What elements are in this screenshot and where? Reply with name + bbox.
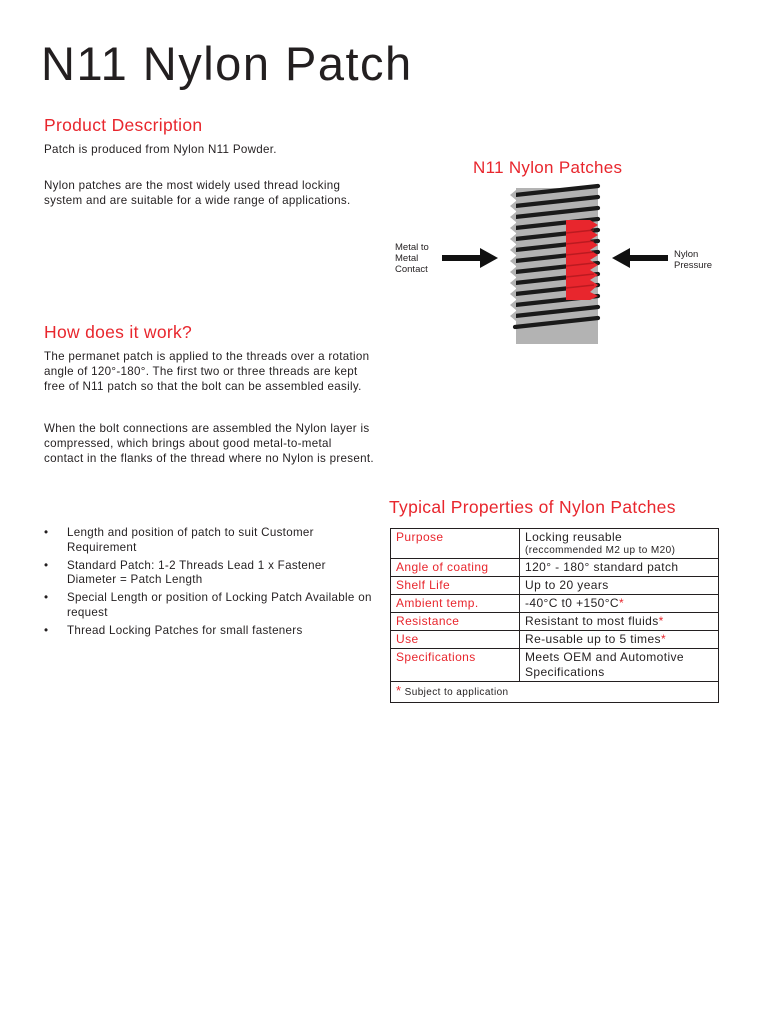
how-it-works-heading: How does it work? <box>44 322 193 342</box>
property-value: Up to 20 years <box>520 577 719 595</box>
product-description-para-2: Nylon patches are the most widely used thread locking system and are suitable for a wide range of applications. <box>44 179 351 207</box>
nylon-pressure-label-line: Pressure <box>674 260 713 271</box>
property-value: 120° - 180° standard patch <box>520 559 719 577</box>
asterisk-marker: * <box>618 596 625 610</box>
product-description-heading: Product Description <box>44 115 203 135</box>
property-value-text: Resistant to most fluids <box>525 614 659 628</box>
left-arrow-icon <box>442 248 498 268</box>
table-row <box>391 577 719 595</box>
metal-contact-label-line: Contact <box>395 264 428 275</box>
property-value-text: Locking reusable <box>525 530 623 544</box>
property-key: Purpose <box>391 529 520 559</box>
nylon-pressure-label-line: Nylon <box>674 249 699 260</box>
property-key: Resistance <box>391 613 520 631</box>
diagram-title: N11 Nylon Patches <box>473 158 623 177</box>
feature-bullet-item: • Length and position of patch to suit Customer Requirement <box>44 526 374 556</box>
feature-bullet-list <box>44 526 374 642</box>
properties-heading: Typical Properties of Nylon Patches <box>389 497 676 517</box>
how-it-works-para-2: When the bolt connections are assembled the Nylon layer is compressed, which brings about good metal-to-metal contact in the flanks of the thread where no Nylon is present. <box>44 422 374 465</box>
how-it-works-para-1: The permanet patch is applied to the threads over a rotation angle of 120°-180°. The first two or three threads are kept free of N11 patch so that the bolt can be assembled easily. <box>44 350 370 393</box>
metal-contact-label-line: Metal to <box>395 242 429 253</box>
table-row <box>391 649 719 682</box>
asterisk-marker: * <box>660 632 667 646</box>
right-arrow-icon <box>612 248 668 268</box>
table-row <box>391 595 719 613</box>
bolt-thread-diagram <box>440 180 670 350</box>
asterisk-marker: * <box>658 614 664 628</box>
property-key: Ambient temp. <box>391 595 520 613</box>
table-footnote <box>391 682 719 703</box>
product-description-para-1: Patch is produced from Nylon N11 Powder. <box>44 143 277 156</box>
properties-table <box>390 528 719 703</box>
footnote-text: Subject to application <box>404 687 509 698</box>
property-value <box>520 529 719 559</box>
property-key: Angle of coating <box>391 559 520 577</box>
property-value: Meets OEM and Automotive Specifications <box>520 649 719 682</box>
metal-contact-label <box>395 242 429 275</box>
feature-bullet-item: • Standard Patch: 1-2 Threads Lead 1 x Fastener Diameter = Patch Length <box>44 559 374 589</box>
table-row <box>391 529 719 559</box>
table-row <box>391 559 719 577</box>
nylon-pressure-label <box>674 249 712 271</box>
property-value <box>520 595 719 613</box>
metal-contact-label-line: Metal <box>395 253 419 264</box>
property-value-note: (reccommended M2 up to M20) <box>525 545 676 556</box>
property-value-text: -40°C t0 +150°C <box>525 596 619 610</box>
property-value <box>520 631 719 649</box>
table-footnote-row <box>391 682 719 703</box>
feature-bullet-item: • Thread Locking Patches for small fasteners <box>44 624 374 639</box>
property-key: Specifications <box>391 649 520 682</box>
property-key: Shelf Life <box>391 577 520 595</box>
page-title: N11 Nylon Patch <box>41 37 413 90</box>
table-row <box>391 613 719 631</box>
property-value-text: Re-usable up to 5 times <box>525 632 661 646</box>
feature-bullet-item: • Special Length or position of Locking Patch Available on request <box>44 591 374 621</box>
table-row <box>391 631 719 649</box>
property-key: Use <box>391 631 520 649</box>
asterisk-marker: * <box>396 683 402 698</box>
property-value <box>520 613 719 631</box>
